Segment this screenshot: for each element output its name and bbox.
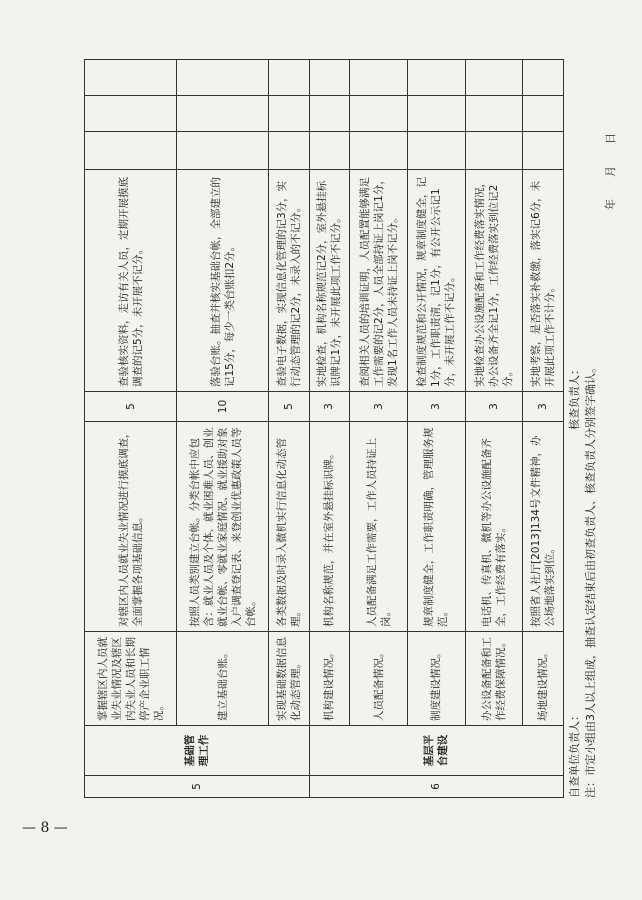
blank-cell bbox=[269, 60, 310, 96]
blank-cell bbox=[523, 60, 564, 96]
score-cell: 3 bbox=[465, 392, 523, 422]
table-row bbox=[407, 60, 465, 798]
blank-cell bbox=[309, 60, 350, 96]
content-cell: 机构名称规范，并在室外悬挂标识牌。 bbox=[309, 422, 350, 632]
blank-cell bbox=[177, 60, 269, 96]
item-cell: 人员配备情况。 bbox=[350, 632, 408, 726]
blank-cell bbox=[269, 132, 310, 170]
method-cell: 查验电子数据，实现信息化管理的记3分，实行动态管理的记2分，未录入的不记分。 bbox=[269, 170, 310, 392]
date-label: 年 月 日 bbox=[604, 133, 617, 210]
blank-cell bbox=[177, 132, 269, 170]
blank-cell bbox=[523, 132, 564, 170]
blank-cell bbox=[269, 96, 310, 132]
footnote: 注：市定小组由3人以上组成，抽查认定结束后由初查负责人、核查负责人分别签字确认。 bbox=[584, 362, 597, 798]
item-cell: 场地建设情况。 bbox=[523, 632, 564, 726]
method-cell: 实地检查办公设施配备和工作经费落实情况，办公设备齐全记1分，工作经费落实到位记2分。 bbox=[465, 170, 523, 392]
row-number: 5 bbox=[85, 776, 310, 798]
content-cell: 人员配备满足工作需要，工作人员持证上岗。 bbox=[350, 422, 408, 632]
blank-cell bbox=[85, 132, 177, 170]
score-cell: 3 bbox=[350, 392, 408, 422]
blank-cell bbox=[407, 132, 465, 170]
blank-cell bbox=[309, 132, 350, 170]
method-cell: 实地考察，是否落实补救缴，落实记6分，未开展此项工作不计分。 bbox=[523, 170, 564, 392]
content-cell: 按照省人社厅[2013]134号文件精神，办公场地落实到位。 bbox=[523, 422, 564, 632]
blank-cell bbox=[465, 132, 523, 170]
self-check-leader-label: 自查单位负责人： bbox=[568, 710, 581, 798]
item-cell: 制度建设情况。 bbox=[407, 632, 465, 726]
score-cell: 10 bbox=[177, 392, 269, 422]
page-number: — 8 — bbox=[22, 820, 68, 836]
verify-leader-label: 核查负责人： bbox=[568, 364, 581, 430]
table-row bbox=[85, 60, 177, 798]
item-cell: 实现基础数据信息化动态管理。 bbox=[269, 632, 310, 726]
score-cell: 3 bbox=[407, 392, 465, 422]
table-row bbox=[465, 60, 523, 798]
content-cell: 按照人员类别建立台帐。分类台帐中应包含：就业人员及个体、就业困难人员、创业就业台帐、零就业家庭情况、就业援助对象入户调查登记表、来登创业优惠政策人员等台帐。 bbox=[177, 422, 269, 632]
category-cell: 基层平台建设 bbox=[309, 726, 563, 776]
score-cell: 5 bbox=[269, 392, 310, 422]
item-cell: 掌握辖区内人员就业失业情况及辖区内失业人员和长期停产企业职工情况。 bbox=[85, 632, 177, 726]
table-row bbox=[269, 60, 310, 798]
method-cell: 查阅相关人员的培训证明，人员配置能够满足工作需要的记2分，人员全部持证上岗记1分，发现1名工作人员未持证上岗不记分。 bbox=[350, 170, 408, 392]
content-cell: 各类数据及时录入微机实行信息化动态管理。 bbox=[269, 422, 310, 632]
blank-cell bbox=[350, 96, 408, 132]
method-cell: 查验核实资料，走访有关人员，定期开展摸底调查的记5分，未开展不记分。 bbox=[85, 170, 177, 392]
blank-cell bbox=[85, 60, 177, 96]
evaluation-table bbox=[84, 59, 564, 798]
blank-cell bbox=[523, 96, 564, 132]
method-cell: 实地检查，机构名称规范记2分，室外悬挂标识牌记1分，未开展此项工作不记分。 bbox=[309, 170, 350, 392]
method-cell: 检查制度规范和公开情况，规章制度健全，记1分，工作职责清，记1分，有公开公示记1分，未开展工作不记分。 bbox=[407, 170, 465, 392]
blank-cell bbox=[350, 132, 408, 170]
content-cell: 对辖区内人员就业失业情况进行摸底调查，全面掌握各项基础信息。 bbox=[85, 422, 177, 632]
item-cell: 建立基础台账。 bbox=[177, 632, 269, 726]
category-cell: 基础管理工作 bbox=[85, 726, 310, 776]
blank-cell bbox=[177, 96, 269, 132]
blank-cell bbox=[407, 96, 465, 132]
score-cell: 3 bbox=[309, 392, 350, 422]
method-cell: 落验台账。抽查并核实基础台帐，全部建立的记15分，每少一类台账扣2分。 bbox=[177, 170, 269, 392]
row-number: 6 bbox=[309, 776, 563, 798]
item-cell: 办公设备配备和工作经费保障情况。 bbox=[465, 632, 523, 726]
blank-cell bbox=[309, 96, 350, 132]
item-cell: 机构建设情况。 bbox=[309, 632, 350, 726]
blank-cell bbox=[350, 60, 408, 96]
content-cell: 电话机、传真机、微机等办公设施配备齐全，工作经费有落实。 bbox=[465, 422, 523, 632]
score-cell: 3 bbox=[523, 392, 564, 422]
blank-cell bbox=[465, 96, 523, 132]
blank-cell bbox=[85, 96, 177, 132]
table-row bbox=[177, 60, 269, 798]
score-cell: 5 bbox=[85, 392, 177, 422]
table-row bbox=[523, 60, 564, 798]
table-row bbox=[350, 60, 408, 798]
blank-cell bbox=[407, 60, 465, 96]
blank-cell bbox=[465, 60, 523, 96]
content-cell: 规章制度健全，工作职责明确，管理服务规范。 bbox=[407, 422, 465, 632]
table-row bbox=[309, 60, 350, 798]
